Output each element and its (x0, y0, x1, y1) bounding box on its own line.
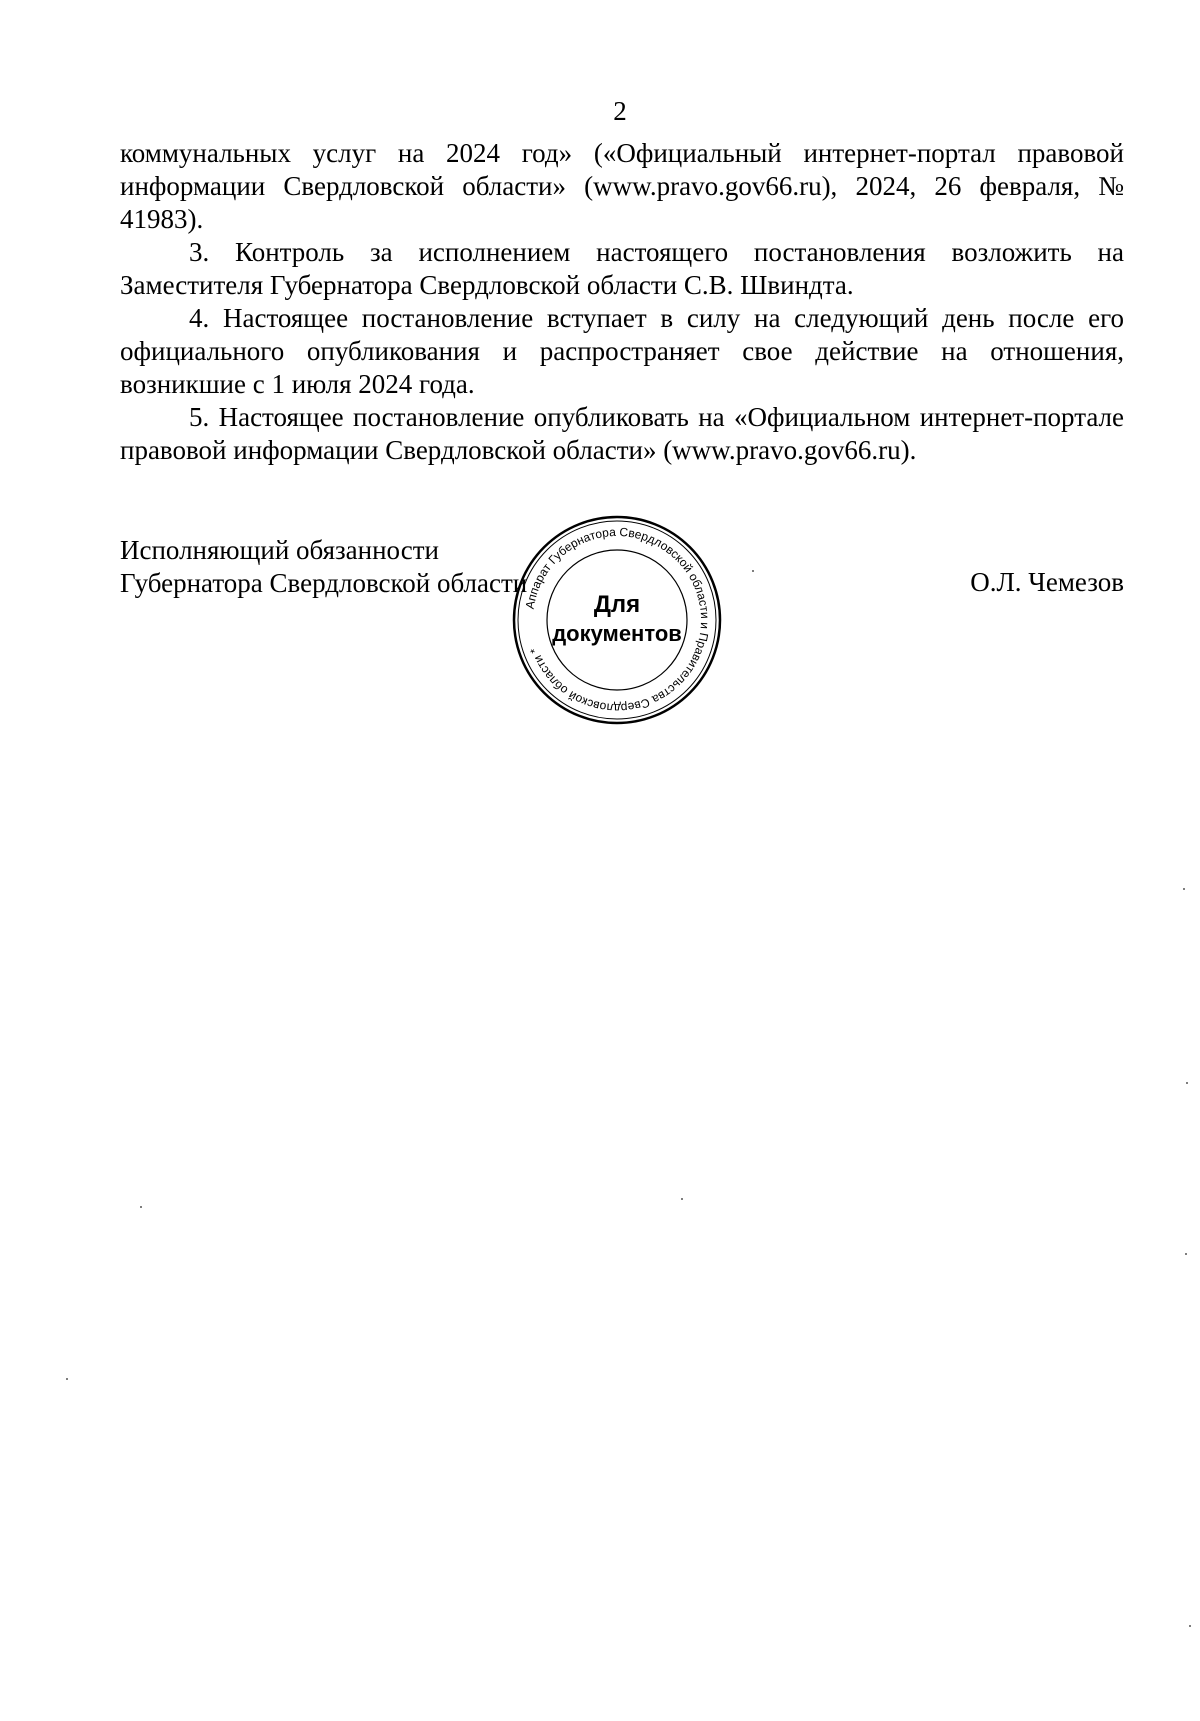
scan-speck (1185, 1253, 1187, 1255)
seal-center-text-line-2: документов (552, 621, 682, 646)
official-seal-stamp (511, 514, 723, 726)
signatory-position (120, 534, 527, 600)
seal-ring-text: Аппарат Губернатора Свердловской области и Правительства Свердловской области * (522, 524, 713, 716)
scan-speck (752, 570, 754, 572)
paragraph-4-effective-date: 4. Настоящее постановление вступает в силу на следующий день после его официального опубликования и распространяет свое действие на отношения, возникшие с 1 июля 2024 года. (120, 303, 1124, 399)
scan-speck (1183, 888, 1185, 890)
seal-outer-ring-inner (518, 521, 716, 719)
scan-speck (66, 1378, 68, 1380)
signatory-name: О.Л. Чемезов (970, 567, 1124, 597)
signatory-position-line-1: Исполняющий обязанности (120, 535, 439, 565)
scan-speck (140, 1206, 142, 1208)
seal-outer-ring (514, 517, 720, 723)
signatory-position-line-2: Губернатора Свердловской области (120, 568, 528, 598)
seal-inner-ring (547, 550, 687, 690)
seal-center-text-line-1: Для (593, 591, 641, 618)
paragraph-3-control: 3. Контроль за исполнением настоящего постановления возложить на Заместителя Губернатора Свердловской области С.В. Швиндта. (120, 237, 1124, 300)
paragraph-5-publication: 5. Настоящее постановление опубликовать на «Официальном интернет-портале правовой информации Свердловской области» (www.pravo.gov66.ru). (120, 402, 1124, 465)
scan-speck (1186, 1082, 1188, 1084)
scan-speck (1189, 1625, 1191, 1627)
page-number: 2 (613, 96, 627, 126)
document-body (120, 137, 1124, 467)
paragraph-continuation: коммунальных услуг на 2024 год» («Официальный интернет-портал правовой информации Свердловской области» (www.pravo.gov66.ru), 2024, 26 февраля, № 41983). (120, 138, 1124, 234)
scan-speck (681, 1198, 683, 1200)
seal-graphic (511, 514, 723, 726)
